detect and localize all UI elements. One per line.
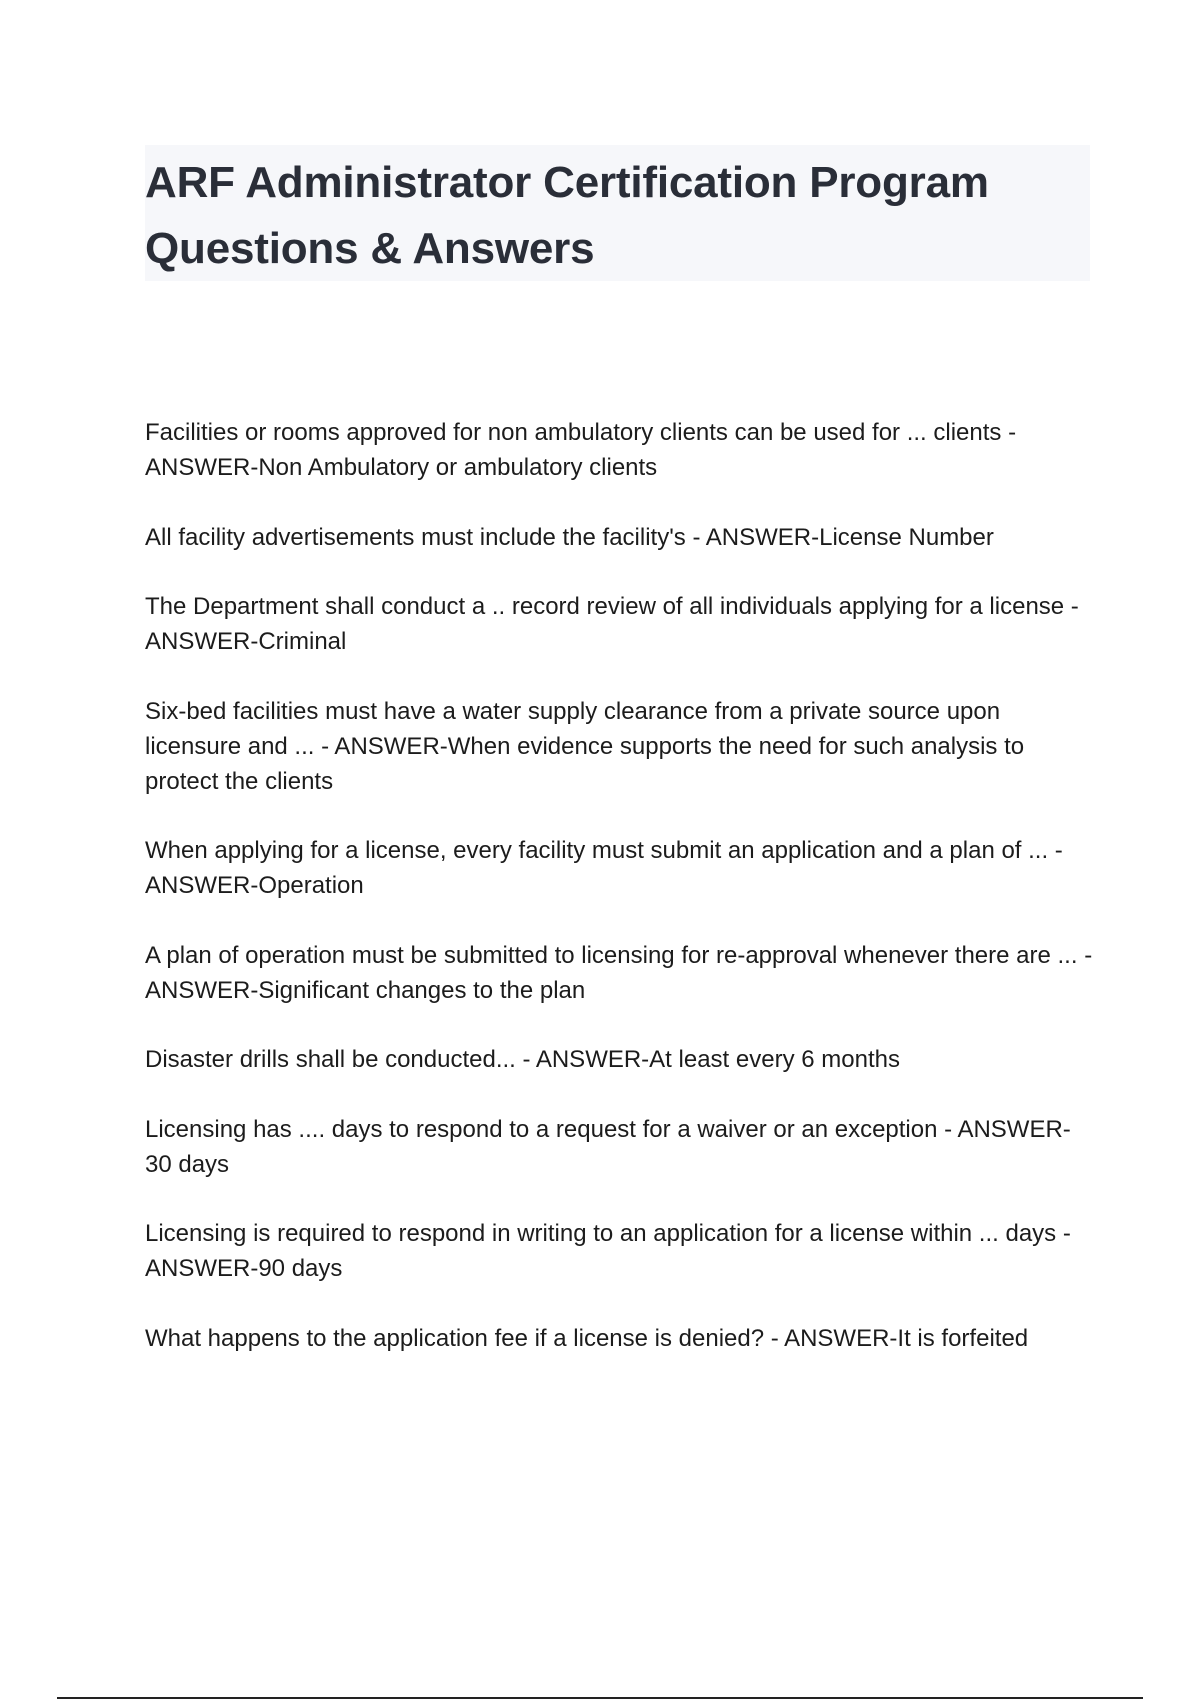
- document-title: ARF Administrator Certification Program Questions & Answers: [145, 158, 989, 273]
- footer-divider: [57, 1697, 1143, 1699]
- qa-item: When applying for a license, every facility must submit an application and a plan of ... - ANSWER-Operation: [145, 837, 1063, 899]
- qa-item: The Department shall conduct a .. record review of all individuals applying for a license - ANSWER-Criminal: [145, 593, 1079, 655]
- qa-item: Facilities or rooms approved for non ambulatory clients can be used for ... clients - ANSWER-Non Ambulatory or ambulatory clients: [145, 419, 1017, 481]
- qa-item: A plan of operation must be submitted to licensing for re-approval whenever there are ... - ANSWER-Significant changes to the plan: [145, 941, 1093, 1004]
- qa-item: What happens to the application fee if a license is denied? - ANSWER-It is forfeited: [145, 1324, 1029, 1352]
- qa-list: [145, 415, 1095, 1390]
- qa-item: Disaster drills shall be conducted... - ANSWER-At least every 6 months: [145, 1046, 900, 1073]
- qa-item: Licensing is required to respond in writing to an application for a license within ... days - ANSWER-90 days: [145, 1220, 1071, 1282]
- qa-item: Six-bed facilities must have a water supply clearance from a private source upon licensure and ... - ANSWER-When evidence supports the need for such analysis to protect the clients: [145, 697, 1025, 795]
- qa-item: Licensing has .... days to respond to a request for a waiver or an exception - ANSWER-30 days: [145, 1115, 1071, 1178]
- qa-item: All facility advertisements must include the facility's - ANSWER-License Number: [145, 523, 994, 551]
- title-block: [145, 145, 1090, 281]
